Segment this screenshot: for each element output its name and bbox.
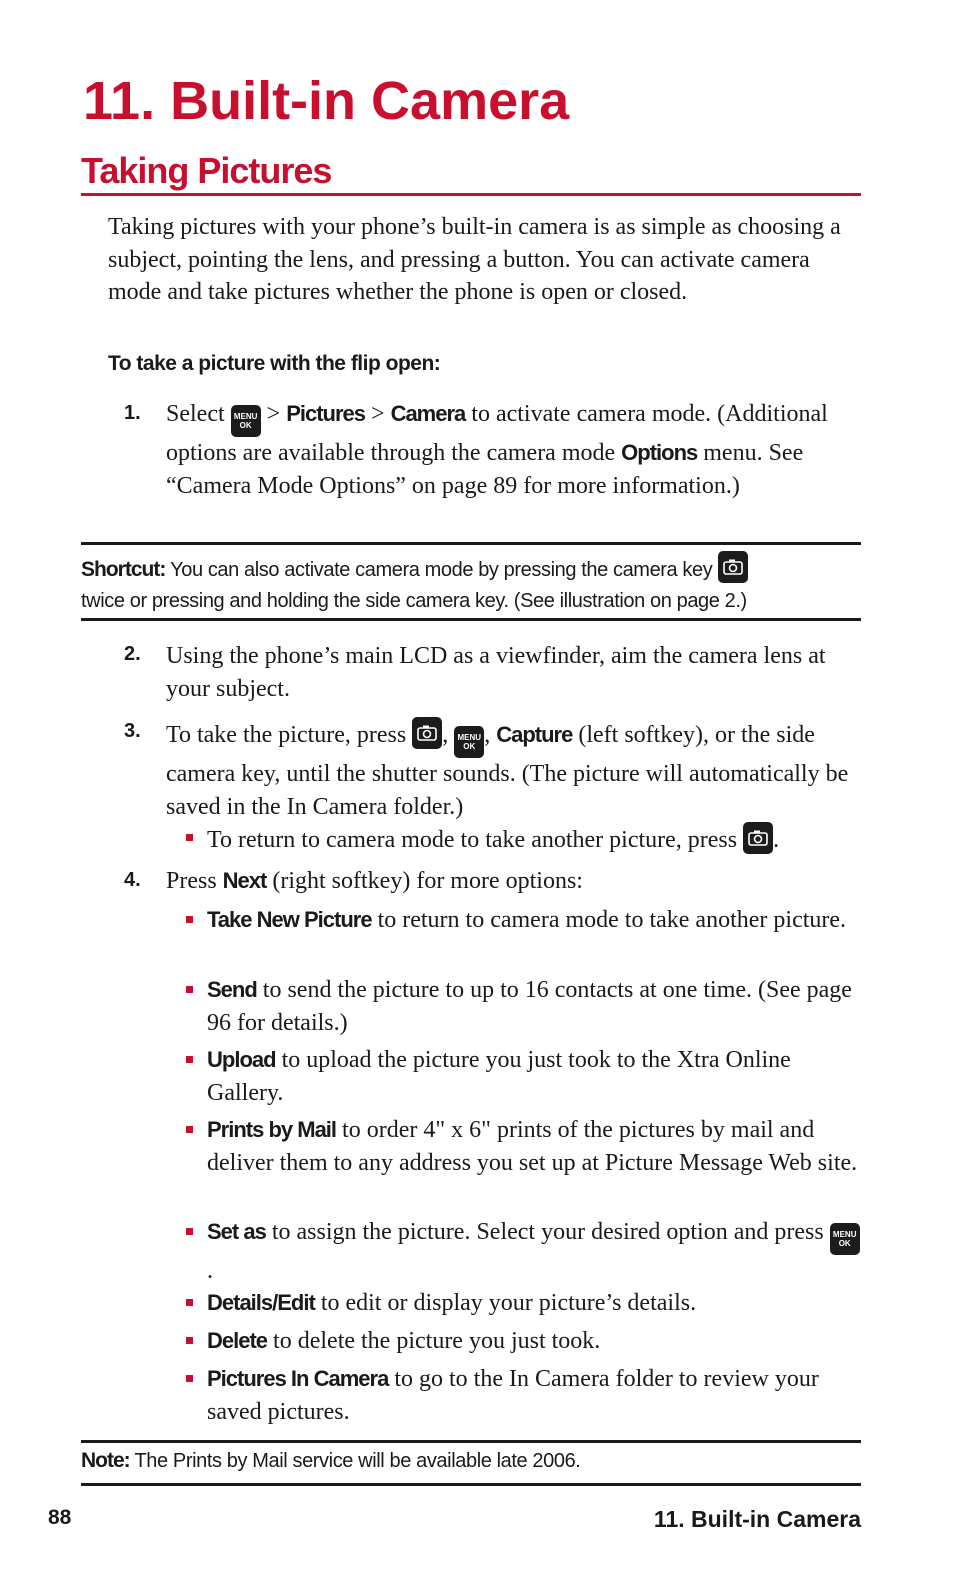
step-number: 4. [124, 869, 141, 891]
menu-ok-key-icon: MENU OK [231, 405, 261, 437]
shortcut-label: Shortcut: [81, 558, 166, 581]
section-divider [81, 193, 861, 196]
option-send: Send to send the picture to up to 16 contacts at one time. (See page 96 for details.) [207, 977, 852, 1036]
step-2-text: Using the phone’s main LCD as a viewfinder, aim the camera lens at your subject. [166, 643, 826, 702]
option-take-new-picture: Take New Picture to return to camera mode to take another picture. [207, 907, 847, 933]
option-delete: Delete to delete the picture you just took. [207, 1328, 601, 1354]
intro-paragraph: Taking pictures with your phone’s built-in camera is as simple as choosing a subject, pointing the lens, and pressing a button. You can activate camera mode and take pictures whether the phone is open or closed. [108, 214, 841, 305]
capture-softkey-term: Capture [496, 722, 573, 747]
procedure-subheading: To take a picture with the flip open: [108, 352, 441, 375]
option-pictures-in-camera: Pictures In Camera to go to the In Camera folder to review your saved pictures. [207, 1366, 819, 1425]
camera-key-icon [412, 717, 442, 749]
next-softkey-term: Next [222, 868, 267, 893]
option-prints-by-mail: Prints by Mail to order 4" x 6" prints of the pictures by mail and deliver them to any address you set up at Picture Message Web site. [207, 1117, 858, 1176]
note-top-rule [81, 1440, 861, 1443]
shortcut-note: Shortcut: You can also activate camera mode by pressing the camera key twice or pressing and holding the side camera key. (See illustration on page 2.) [81, 551, 861, 617]
menu-ok-key-icon: MENU OK [830, 1223, 860, 1255]
step-4-text: Press Next (right softkey) for more options: [166, 868, 583, 894]
step-number: 1. [124, 402, 141, 424]
step-number: 2. [124, 643, 141, 665]
note: Note: The Prints by Mail service will be available late 2006. [81, 1449, 581, 1472]
camera-key-icon [743, 822, 773, 854]
step-number: 3. [124, 720, 141, 742]
menu-path-pictures: Pictures [286, 401, 366, 426]
options-menu-term: Options [621, 440, 698, 465]
option-set-as: Set as to assign the picture. Select your desired option and press MENU OK . [207, 1216, 861, 1288]
note-bottom-rule [81, 1483, 861, 1486]
option-details-edit: Details/Edit to edit or display your picture’s details. [207, 1290, 697, 1316]
menu-path-camera: Camera [390, 401, 466, 426]
step-3-text: To take the picture, press , MENU OK , Capture (left softkey), or the side camera key, until the shutter sounds. (The picture will automatically be saved in the In Camera folder.) [166, 717, 860, 823]
page-number: 88 [48, 1506, 72, 1529]
section-title: Taking Pictures [81, 150, 332, 191]
shortcut-bottom-rule [81, 618, 861, 621]
menu-ok-key-icon: MENU OK [454, 726, 484, 758]
chapter-title: 11. Built-in Camera [83, 71, 570, 131]
footer-chapter-title: 11. Built-in Camera [653, 1506, 861, 1532]
step-1-text: Select MENU OK > Pictures > Camera to activate camera mode. (Additional options are available through the camera mode Options menu. See “Camera Mode Options” on page 89 for more information.) [166, 401, 828, 499]
shortcut-top-rule [81, 542, 861, 545]
step-3-bullet: To return to camera mode to take another picture, press . [207, 822, 861, 857]
option-upload: Upload to upload the picture you just took to the Xtra Online Gallery. [207, 1047, 791, 1106]
camera-key-icon [718, 551, 748, 583]
note-label: Note: [81, 1449, 130, 1472]
